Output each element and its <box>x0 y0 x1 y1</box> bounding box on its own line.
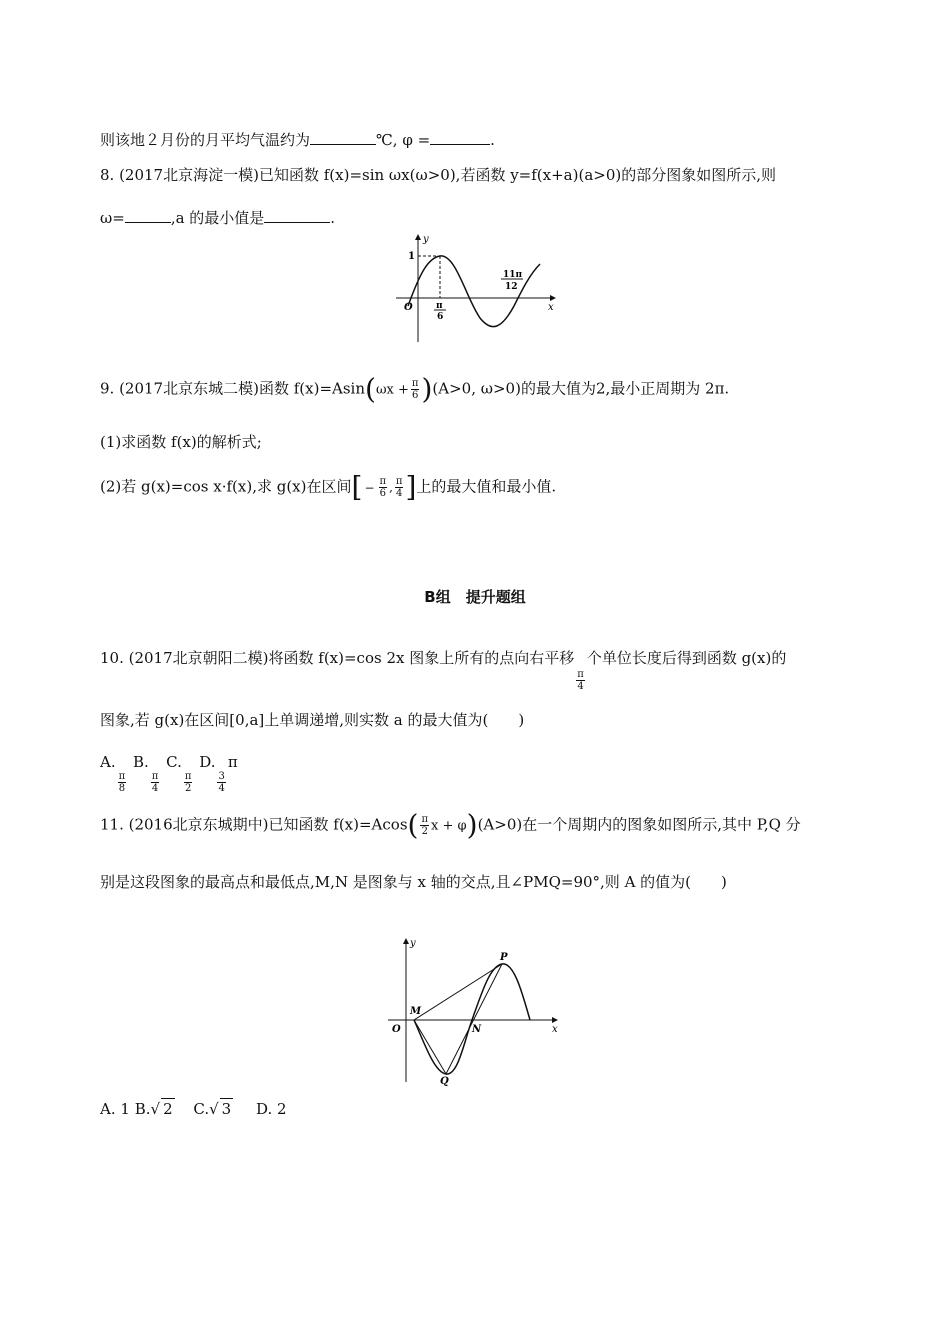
q8-11pi12-den: 12 <box>505 282 518 292</box>
q11-segment-mp <box>414 964 502 1020</box>
q10-opt-a-label: A. <box>100 753 116 771</box>
q11-opt-b-label: B. <box>134 1100 151 1118</box>
q11-p-label: P <box>500 952 508 963</box>
q9-part-2 <box>100 470 557 504</box>
q9-int-den-1: 6 <box>379 488 386 499</box>
q7-text-1: 则该地２月份的月平均气温约为 <box>100 131 311 149</box>
q10-opt-d-pi: π <box>227 753 238 771</box>
q10-opt-a-num: π <box>118 771 126 782</box>
q8-one-label: 1 <box>408 251 415 262</box>
q9-line-1 <box>100 372 730 406</box>
q7-text-2: ℃, φ = <box>376 131 431 149</box>
q9-paren-open: ( <box>365 372 376 406</box>
q8-blank-omega <box>125 208 171 223</box>
q10-option-b <box>132 753 161 794</box>
q10-text-a: 10. (2017北京朝阳二模)将函数 f(x)=cos 2x 图象上所有的点向右平移 <box>100 649 575 667</box>
q10-option-a <box>100 753 128 794</box>
q11-text-b: (A>0)在一个周期内的图象如图所示,其中 P,Q 分 <box>477 815 801 834</box>
q10-opt-c-frac <box>184 771 193 794</box>
q10-opt-b-den: 4 <box>151 783 159 794</box>
q10-line-2: 图象,若 g(x)在区间[0,a]上单调递增,则实数 a 的最大值为( ) <box>100 711 525 729</box>
q8-line-1: 8. (2017北京海淀一模)已知函数 f(x)=sin ωx(ω>0),若函数 y=f(x+a)(a>0)的部分图象如图所示,则 <box>100 166 777 184</box>
q9-int-frac-1 <box>379 476 388 499</box>
q7-tail-line <box>100 130 495 150</box>
q9-int-num-2: π <box>395 476 403 487</box>
q11-opt-b-radicand: 2 <box>163 1100 173 1118</box>
q11-opt-c-radicand: 3 <box>221 1100 232 1118</box>
q8-y-arrow <box>415 234 421 240</box>
q11-text-a: 11. (2016北京东城期中)已知函数 f(x)=Acos <box>100 815 408 834</box>
q9-frac-num: π <box>411 378 419 389</box>
q8-blank-a <box>264 208 330 223</box>
q11-n-label: N <box>472 1024 482 1035</box>
q8-origin-label: O <box>404 302 413 313</box>
q11-option-a: A. 1 <box>100 1100 130 1118</box>
q11-x-arrow <box>552 1017 558 1023</box>
q10-opt-c-num: π <box>184 771 192 782</box>
q11-origin-label: O <box>392 1024 401 1035</box>
q11-options <box>100 1098 287 1119</box>
q8-omega-label: ω= <box>100 209 125 227</box>
q10-pi-over-4 <box>576 669 585 692</box>
q11-pi-over-2 <box>420 814 429 837</box>
q9-pi-over-6 <box>411 378 420 401</box>
q8-11pi12-num: 11π <box>503 270 523 280</box>
q10-option-c <box>166 753 194 794</box>
q9-part-1: (1)求函数 f(x)的解析式; <box>100 433 262 451</box>
q8-a-label: ,a 的最小值是 <box>170 209 265 227</box>
q11-opt-c-label: C. <box>193 1100 210 1118</box>
q9-frac-den: 6 <box>412 390 419 401</box>
q10-options <box>100 752 238 794</box>
q10-opt-d-frac <box>217 771 225 794</box>
q11-option-d: D. 2 <box>256 1100 287 1118</box>
q9-omega-x: ωx + <box>375 382 409 398</box>
q10-opt-c-den: 2 <box>184 783 192 794</box>
q9-int-den-2: 4 <box>396 488 403 499</box>
section-b-heading: B组 提升题组 <box>424 588 526 606</box>
q10-opt-b-num: π <box>151 771 159 782</box>
q11-option-b <box>135 1100 175 1118</box>
q11-paren-close: ) <box>466 808 478 842</box>
q7-text-3: . <box>490 131 495 149</box>
q11-cos-graph <box>384 932 574 1088</box>
q10-opt-a-den: 8 <box>118 783 126 794</box>
q11-y-label: y <box>410 938 416 949</box>
q10-opt-c-label: C. <box>166 753 182 771</box>
q8-end: . <box>330 209 336 227</box>
q9-paren-close: ) <box>421 372 433 406</box>
q11-segment-qp <box>446 964 502 1074</box>
q11-line-1 <box>100 808 801 842</box>
q11-option-c <box>193 1100 233 1118</box>
q11-q-label: Q <box>440 1076 449 1087</box>
q8-sine-graph <box>390 228 570 346</box>
q8-line-2 <box>100 208 335 228</box>
q10-line-1 <box>100 648 786 692</box>
sqrt-icon: √ <box>150 1100 161 1118</box>
q10-frac-num: π <box>577 669 584 680</box>
q8-pi6-num: π <box>436 301 443 311</box>
q9-text-a: 9. (2017北京东城二模)函数 f(x)=Asin <box>100 379 365 398</box>
q8-x-label: x <box>548 302 554 313</box>
q10-text-b: 个单位长度后得到函数 g(x)的 <box>586 649 787 667</box>
q11-x-label: x <box>552 1024 558 1035</box>
q11-m-label: M <box>410 1006 422 1017</box>
q9-int-comma: , <box>389 480 393 495</box>
q10-option-d <box>199 753 238 794</box>
q7-blank-temp <box>310 130 376 145</box>
q10-opt-a-frac <box>118 771 127 794</box>
q9-int-num-1: π <box>379 476 387 487</box>
q9-bracket-close: ] <box>405 470 417 504</box>
q8-pi6-den: 6 <box>437 312 444 322</box>
q7-blank-phi <box>430 130 490 145</box>
q11-frac-den: 2 <box>421 826 428 837</box>
q9-part2-text-b: 上的最大值和最小值. <box>416 477 557 496</box>
q11-segment-mq <box>414 1020 446 1074</box>
q11-frac-num: π <box>421 814 429 825</box>
q8-y-label: y <box>423 234 429 245</box>
q10-opt-d-label: D. <box>199 753 216 771</box>
q11-cos-curve <box>414 964 530 1074</box>
q9-bracket-open: [ <box>351 470 363 504</box>
q10-opt-d-den: 4 <box>218 783 225 794</box>
q9-minus: − <box>364 480 375 495</box>
q10-frac-den: 4 <box>577 681 584 692</box>
q8-x-arrow <box>550 295 556 301</box>
q9-int-frac-2 <box>395 476 404 499</box>
q8-sine-curve <box>408 256 540 327</box>
q10-opt-b-label: B. <box>132 753 149 771</box>
q10-opt-d-num: 3 <box>218 771 225 782</box>
q11-paren-open: ( <box>407 808 419 842</box>
q11-mid: x + φ <box>431 818 467 834</box>
q9-part2-text-a: (2)若 g(x)=cos x·f(x),求 g(x)在区间 <box>100 477 352 496</box>
q11-line-2: 别是这段图象的最高点和最低点,M,N 是图象与 x 轴的交点,且∠PMQ=90°,则 A 的值为( ) <box>100 873 727 891</box>
q9-text-b: (A>0, ω>0)的最大值为2,最小正周期为 2π. <box>432 379 730 398</box>
sqrt-icon: √ <box>209 1100 219 1118</box>
q10-opt-b-frac <box>151 771 160 794</box>
q11-y-arrow <box>403 938 409 944</box>
